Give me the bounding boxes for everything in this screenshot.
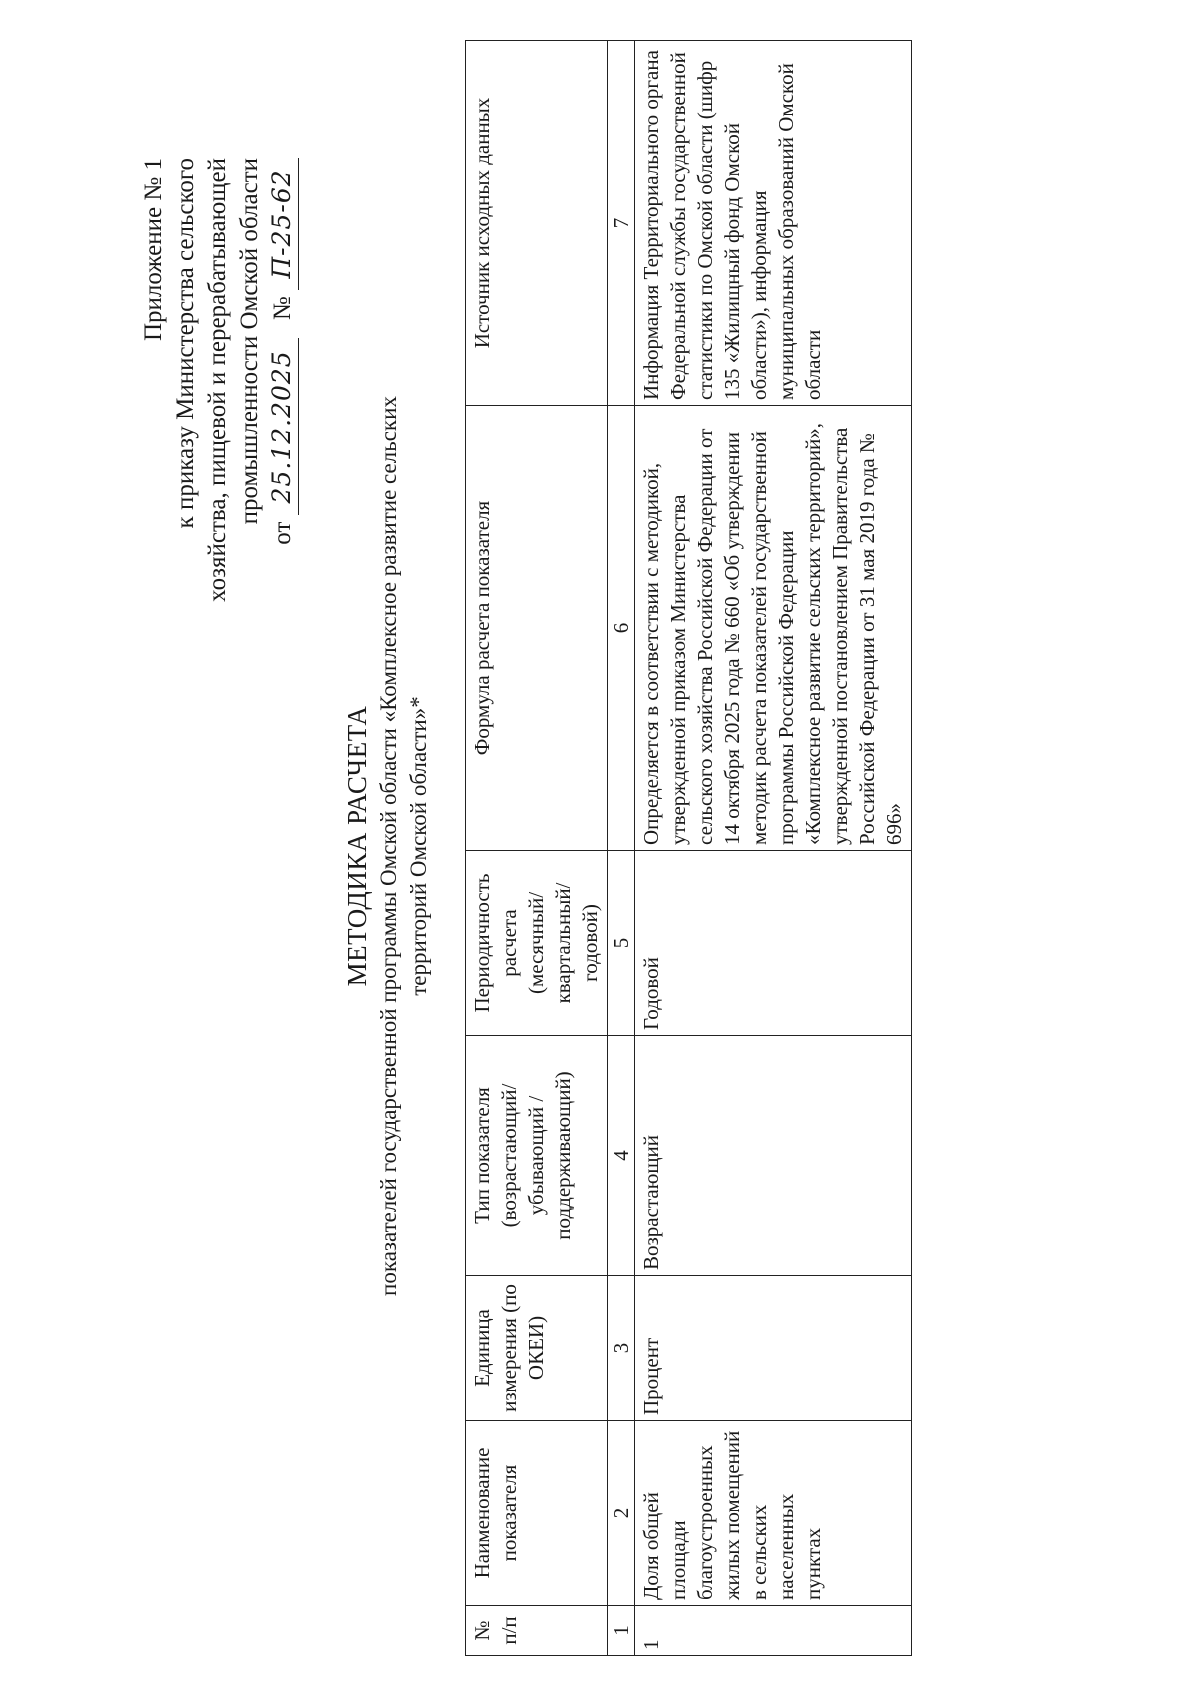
order-line-3: промышленности Омской области bbox=[236, 158, 263, 525]
number-label: № bbox=[269, 296, 296, 321]
column-number: 2 bbox=[608, 1421, 635, 1606]
cell-source: Информация Территориального органа Федеральной службы государственной статистики по Омской области (шифр 135 «Жилищный фонд Омской области»), информация муниципальных образований Омской области bbox=[635, 41, 912, 406]
table-header-row bbox=[466, 41, 608, 1656]
title-block bbox=[340, 326, 434, 1366]
cell-formula: Определяется в соответствии с методикой, утвержденной приказом Министерства сельского хозяйства Российской Федерации от 14 октября 2025 года № 660 «Об утверждении методик расчета показателей государственной программы Российской Федерации «Комплексное развитие сельских территорий», утвержденной постановлением Правительства Российской Федерации от 31 мая 2019 года № 696» bbox=[635, 406, 912, 851]
document-title: МЕТОДИКА РАСЧЕТА bbox=[342, 705, 372, 987]
cell-number: 1 bbox=[635, 1606, 912, 1656]
methodology-table-wrapper bbox=[465, 41, 912, 1656]
header-type: Тип показателя (возрастающий/ убывающий / поддерживающий) bbox=[466, 1036, 608, 1276]
order-line-1: к приказу Министерства сельского bbox=[172, 158, 199, 529]
column-number: 6 bbox=[608, 406, 635, 851]
cell-period: Годовой bbox=[635, 851, 912, 1036]
column-number: 7 bbox=[608, 41, 635, 406]
header-number: № п/п bbox=[466, 1606, 608, 1656]
column-number: 1 bbox=[608, 1606, 635, 1656]
order-date-number bbox=[266, 158, 299, 798]
date-prefix: от bbox=[269, 521, 296, 545]
document-subtitle: показателей государственной программы Омской области «Комплексное развитие сельских территорий Омской области»* bbox=[376, 396, 431, 1296]
header-formula: Формула расчета показателя bbox=[466, 406, 608, 851]
header-period: Периодичность расчета (месячный/ квартальный/ годовой) bbox=[466, 851, 608, 1036]
handwritten-date: 25.12.2025 bbox=[266, 338, 299, 515]
handwritten-number: П-25-62 bbox=[266, 158, 299, 290]
cell-unit: Процент bbox=[635, 1276, 912, 1421]
cell-indicator-name: Доля общей площади благоустроенных жилых помещений в сельских населенных пунктах bbox=[635, 1421, 912, 1606]
order-line-2: хозяйства, пищевой и перерабатывающей bbox=[204, 158, 231, 602]
table-row bbox=[635, 41, 912, 1656]
header-source: Источник исходных данных bbox=[466, 41, 608, 406]
column-number: 4 bbox=[608, 1036, 635, 1276]
header-name: Наименование показателя bbox=[466, 1421, 608, 1606]
column-number-row bbox=[608, 41, 635, 1656]
cell-type: Возрастающий bbox=[635, 1036, 912, 1276]
column-number: 3 bbox=[608, 1276, 635, 1421]
appendix-label: Приложение № 1 bbox=[140, 158, 167, 342]
header-unit: Единица измерения (по ОКЕИ) bbox=[466, 1276, 608, 1421]
column-number: 5 bbox=[608, 851, 635, 1036]
methodology-table bbox=[465, 40, 912, 1656]
approval-block bbox=[138, 158, 299, 798]
